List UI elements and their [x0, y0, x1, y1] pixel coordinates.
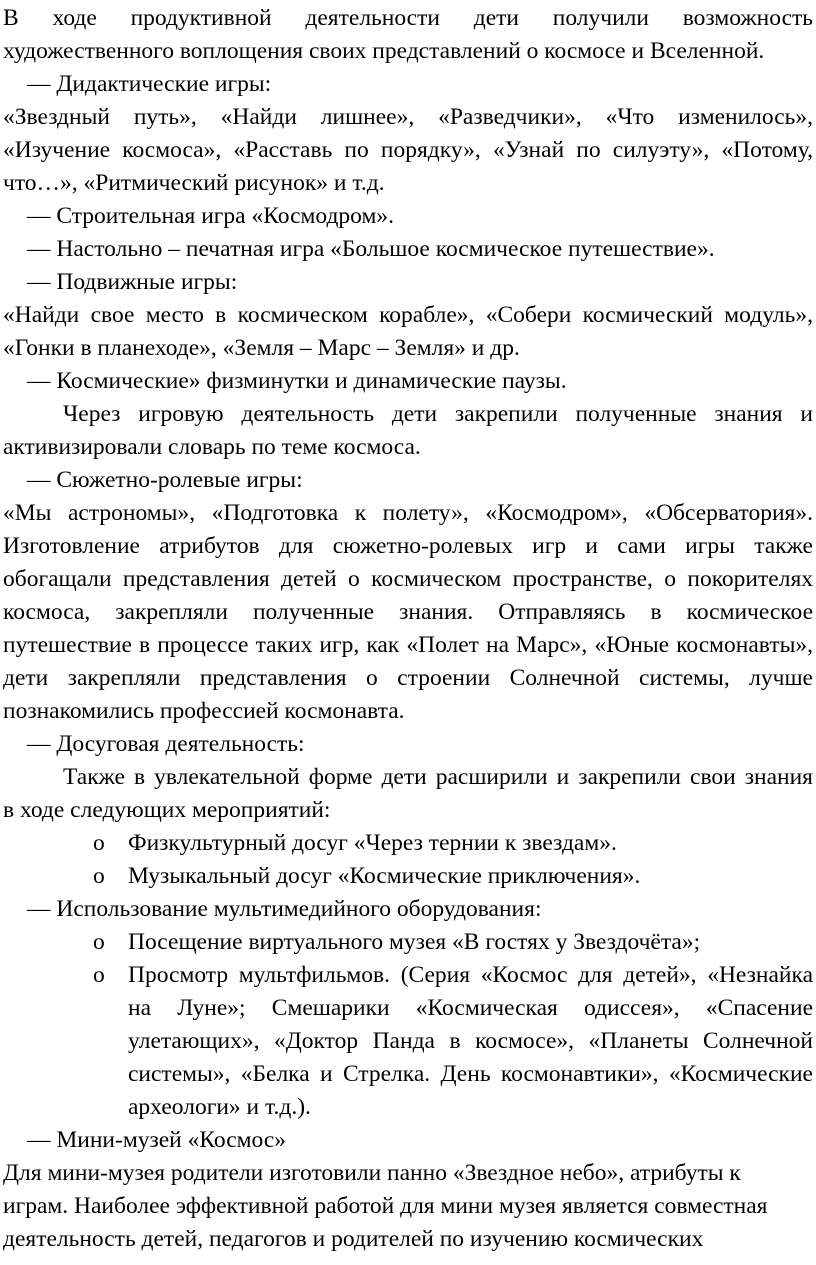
text-line: «Мы астрономы», «Подготовка к полету», «Космодром», «Обсерватория». [3, 500, 813, 526]
text-line: Изготовление атрибутов для сюжетно-ролевых игр и сами игры также [3, 533, 813, 559]
text-line: в ходе следующих мероприятий: [3, 797, 331, 823]
bullet-text: Физкультурный досуг «Через тернии к звездам». [128, 830, 617, 856]
bullet-text-cont: археологи» и т.д.). [128, 1094, 311, 1120]
list-heading: — Настольно – печатная игра «Большое космическое путешествие». [27, 236, 715, 262]
bullet-icon: o [93, 929, 105, 955]
list-heading: — Строительная игра «Космодром». [27, 203, 394, 229]
text-line: активизировали словарь по теме космоса. [3, 434, 421, 460]
bullet-text-cont: на Луне»; Смешарики «Космическая одиссея», «Спасение [128, 995, 813, 1021]
text-line: «Найди свое место в космическом корабле», «Собери космический модуль», [3, 302, 813, 328]
text-line: Для мини-музея родители изготовили панно «Звездное небо», атрибуты к [3, 1160, 741, 1186]
bullet-text: Посещение виртуального музея «В гостях у Звездочёта»; [128, 929, 701, 955]
text-line: деятельность детей, педагогов и родителей по изучению космических [3, 1226, 704, 1252]
list-heading: — Дидактические игры: [27, 71, 272, 97]
text-line: художественного воплощения своих представлений о космосе и Вселенной. [3, 38, 765, 64]
text-line: обогащали представления детей о космическом пространстве, о покорителях [3, 566, 813, 592]
bullet-text-cont: системы», «Белка и Стрелка. День космонавтики», «Космические [128, 1061, 813, 1087]
bullet-text-cont: улетающих», «Доктор Панда в космосе», «Планеты Солнечной [128, 1028, 813, 1054]
text-line: дети закрепляли представления о строении Солнечной системы, лучше [3, 665, 813, 691]
list-heading: — Сюжетно-ролевые игры: [27, 467, 303, 493]
list-heading: — Досуговая деятельность: [27, 731, 305, 757]
document-page [0, 2, 816, 1265]
text-line: путешествие в процессе таких игр, как «Полет на Марс», «Юные космонавты», [3, 632, 813, 658]
list-heading: — Мини-музей «Космос» [27, 1127, 287, 1153]
text-line: Также в увлекательной форме дети расширили и закрепили свои знания [63, 764, 813, 790]
text-line: играм. Наиболее эффективной работой для мини музея является совместная [3, 1193, 768, 1219]
text-line: Через игровую деятельность дети закрепили полученные знания и [63, 401, 813, 427]
list-heading: — Космические» физминутки и динамические паузы. [27, 368, 567, 394]
text-line: «Звездный путь», «Найди лишнее», «Разведчики», «Что изменилось», [3, 104, 813, 130]
text-line: что…», «Ритмический рисунок» и т.д. [3, 170, 385, 196]
bullet-item [3, 926, 813, 959]
bullet-text: Просмотр мультфильмов. (Серия «Космос для детей», «Незнайка [128, 962, 813, 988]
bullet-item [3, 959, 813, 992]
bullet-icon: o [93, 863, 105, 889]
bullet-item [3, 860, 813, 893]
text-line: «Изучение космоса», «Расставь по порядку», «Узнай по силуэту», «Потому, [3, 137, 813, 163]
bullet-item [3, 827, 813, 860]
text-line: космоса, закрепляли полученные знания. Отправляясь в космическое [3, 599, 813, 625]
list-heading: — Подвижные игры: [27, 269, 238, 295]
bullet-icon: o [93, 830, 105, 856]
bullet-text: Музыкальный досуг «Космические приключения». [128, 863, 641, 889]
bullet-icon: o [93, 962, 105, 988]
text-line: познакомились профессией космонавта. [3, 698, 405, 724]
list-heading: — Использование мультимедийного оборудования: [27, 896, 542, 922]
text-line: «Гонки в планеходе», «Земля – Марс – Земля» и др. [3, 335, 520, 361]
text-line: В ходе продуктивной деятельности дети получили возможность [3, 5, 813, 31]
